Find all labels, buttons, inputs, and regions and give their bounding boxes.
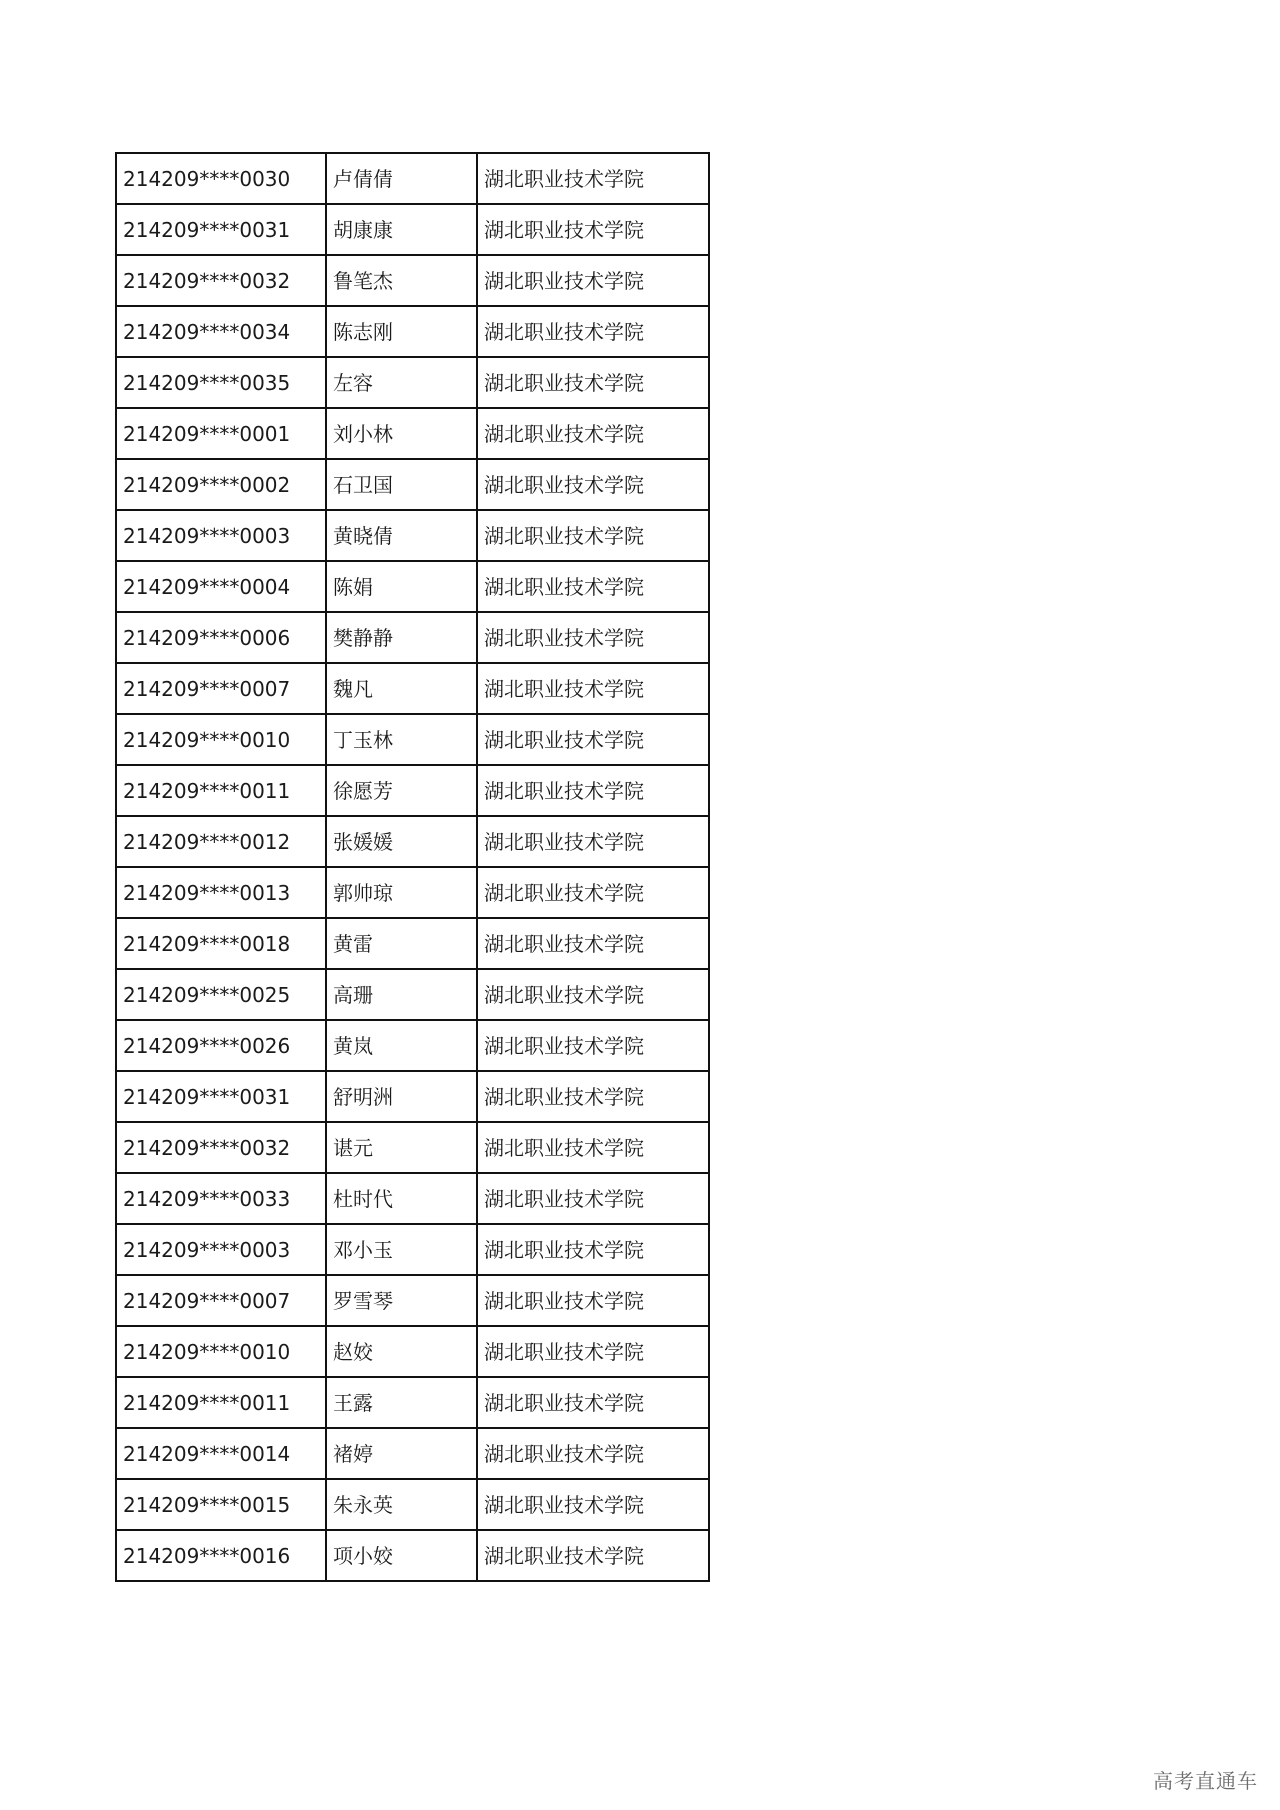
table-row bbox=[116, 408, 709, 459]
exam-number-cell: 214209****0010 bbox=[116, 1326, 326, 1377]
school-name-cell: 湖北职业技术学院 bbox=[477, 1020, 709, 1071]
student-name-cell: 项小姣 bbox=[326, 1530, 477, 1581]
table-row bbox=[116, 1173, 709, 1224]
exam-number-cell: 214209****0011 bbox=[116, 765, 326, 816]
table-row bbox=[116, 1479, 709, 1530]
student-name-cell: 石卫国 bbox=[326, 459, 477, 510]
student-name-cell: 褚婷 bbox=[326, 1428, 477, 1479]
student-name-cell: 谌元 bbox=[326, 1122, 477, 1173]
school-name-cell: 湖北职业技术学院 bbox=[477, 1071, 709, 1122]
school-name-cell: 湖北职业技术学院 bbox=[477, 969, 709, 1020]
exam-number-cell: 214209****0014 bbox=[116, 1428, 326, 1479]
school-name-cell: 湖北职业技术学院 bbox=[477, 1224, 709, 1275]
student-name-cell: 郭帅琼 bbox=[326, 867, 477, 918]
student-name-cell: 邓小玉 bbox=[326, 1224, 477, 1275]
table-row bbox=[116, 663, 709, 714]
student-name-cell: 赵姣 bbox=[326, 1326, 477, 1377]
admission-list-table bbox=[115, 152, 710, 1582]
exam-number-cell: 214209****0031 bbox=[116, 204, 326, 255]
exam-number-cell: 214209****0025 bbox=[116, 969, 326, 1020]
exam-number-cell: 214209****0012 bbox=[116, 816, 326, 867]
student-name-cell: 鲁笔杰 bbox=[326, 255, 477, 306]
school-name-cell: 湖北职业技术学院 bbox=[477, 867, 709, 918]
exam-number-cell: 214209****0018 bbox=[116, 918, 326, 969]
student-name-cell: 樊静静 bbox=[326, 612, 477, 663]
table-row bbox=[116, 1224, 709, 1275]
table-row bbox=[116, 153, 709, 204]
school-name-cell: 湖北职业技术学院 bbox=[477, 153, 709, 204]
table-row bbox=[116, 1326, 709, 1377]
exam-number-cell: 214209****0001 bbox=[116, 408, 326, 459]
exam-number-cell: 214209****0013 bbox=[116, 867, 326, 918]
exam-number-cell: 214209****0032 bbox=[116, 255, 326, 306]
school-name-cell: 湖北职业技术学院 bbox=[477, 357, 709, 408]
exam-number-cell: 214209****0015 bbox=[116, 1479, 326, 1530]
school-name-cell: 湖北职业技术学院 bbox=[477, 306, 709, 357]
student-name-cell: 黄岚 bbox=[326, 1020, 477, 1071]
exam-number-cell: 214209****0010 bbox=[116, 714, 326, 765]
exam-number-cell: 214209****0026 bbox=[116, 1020, 326, 1071]
school-name-cell: 湖北职业技术学院 bbox=[477, 1377, 709, 1428]
student-name-cell: 张媛媛 bbox=[326, 816, 477, 867]
table-row bbox=[116, 1428, 709, 1479]
student-name-cell: 朱永英 bbox=[326, 1479, 477, 1530]
school-name-cell: 湖北职业技术学院 bbox=[477, 204, 709, 255]
exam-number-cell: 214209****0007 bbox=[116, 663, 326, 714]
student-name-cell: 左容 bbox=[326, 357, 477, 408]
school-name-cell: 湖北职业技术学院 bbox=[477, 1326, 709, 1377]
school-name-cell: 湖北职业技术学院 bbox=[477, 663, 709, 714]
exam-number-cell: 214209****0003 bbox=[116, 510, 326, 561]
student-name-cell: 丁玉林 bbox=[326, 714, 477, 765]
table-row bbox=[116, 918, 709, 969]
table-row bbox=[116, 714, 709, 765]
school-name-cell: 湖北职业技术学院 bbox=[477, 408, 709, 459]
student-name-cell: 黄晓倩 bbox=[326, 510, 477, 561]
exam-number-cell: 214209****0016 bbox=[116, 1530, 326, 1581]
school-name-cell: 湖北职业技术学院 bbox=[477, 561, 709, 612]
exam-number-cell: 214209****0011 bbox=[116, 1377, 326, 1428]
table-row bbox=[116, 1020, 709, 1071]
school-name-cell: 湖北职业技术学院 bbox=[477, 1479, 709, 1530]
exam-number-cell: 214209****0035 bbox=[116, 357, 326, 408]
table-row bbox=[116, 612, 709, 663]
student-name-cell: 魏凡 bbox=[326, 663, 477, 714]
school-name-cell: 湖北职业技术学院 bbox=[477, 510, 709, 561]
table-row bbox=[116, 867, 709, 918]
student-name-cell: 陈娟 bbox=[326, 561, 477, 612]
school-name-cell: 湖北职业技术学院 bbox=[477, 1428, 709, 1479]
exam-number-cell: 214209****0034 bbox=[116, 306, 326, 357]
student-name-cell: 罗雪琴 bbox=[326, 1275, 477, 1326]
table-row bbox=[116, 1275, 709, 1326]
table-row bbox=[116, 510, 709, 561]
student-name-cell: 陈志刚 bbox=[326, 306, 477, 357]
school-name-cell: 湖北职业技术学院 bbox=[477, 816, 709, 867]
table-row bbox=[116, 1530, 709, 1581]
school-name-cell: 湖北职业技术学院 bbox=[477, 1530, 709, 1581]
table-row bbox=[116, 765, 709, 816]
school-name-cell: 湖北职业技术学院 bbox=[477, 612, 709, 663]
table-body bbox=[116, 153, 709, 1581]
student-name-cell: 胡康康 bbox=[326, 204, 477, 255]
table-row bbox=[116, 969, 709, 1020]
student-name-cell: 杜时代 bbox=[326, 1173, 477, 1224]
exam-number-cell: 214209****0004 bbox=[116, 561, 326, 612]
student-name-cell: 刘小林 bbox=[326, 408, 477, 459]
school-name-cell: 湖北职业技术学院 bbox=[477, 1275, 709, 1326]
school-name-cell: 湖北职业技术学院 bbox=[477, 459, 709, 510]
exam-number-cell: 214209****0032 bbox=[116, 1122, 326, 1173]
table-row bbox=[116, 1122, 709, 1173]
exam-number-cell: 214209****0033 bbox=[116, 1173, 326, 1224]
school-name-cell: 湖北职业技术学院 bbox=[477, 765, 709, 816]
student-name-cell: 王露 bbox=[326, 1377, 477, 1428]
student-name-cell: 卢倩倩 bbox=[326, 153, 477, 204]
table-row bbox=[116, 459, 709, 510]
exam-number-cell: 214209****0003 bbox=[116, 1224, 326, 1275]
school-name-cell: 湖北职业技术学院 bbox=[477, 255, 709, 306]
table-row bbox=[116, 255, 709, 306]
table-row bbox=[116, 306, 709, 357]
exam-number-cell: 214209****0031 bbox=[116, 1071, 326, 1122]
school-name-cell: 湖北职业技术学院 bbox=[477, 714, 709, 765]
student-name-cell: 徐愿芳 bbox=[326, 765, 477, 816]
student-name-cell: 高珊 bbox=[326, 969, 477, 1020]
table-row bbox=[116, 1071, 709, 1122]
exam-number-cell: 214209****0007 bbox=[116, 1275, 326, 1326]
exam-number-cell: 214209****0002 bbox=[116, 459, 326, 510]
school-name-cell: 湖北职业技术学院 bbox=[477, 918, 709, 969]
table-row bbox=[116, 204, 709, 255]
exam-number-cell: 214209****0030 bbox=[116, 153, 326, 204]
school-name-cell: 湖北职业技术学院 bbox=[477, 1173, 709, 1224]
table-row bbox=[116, 357, 709, 408]
exam-number-cell: 214209****0006 bbox=[116, 612, 326, 663]
student-name-cell: 舒明洲 bbox=[326, 1071, 477, 1122]
student-name-cell: 黄雷 bbox=[326, 918, 477, 969]
watermark: 高考直通车 bbox=[1153, 1769, 1258, 1793]
school-name-cell: 湖北职业技术学院 bbox=[477, 1122, 709, 1173]
table-row bbox=[116, 816, 709, 867]
table-row bbox=[116, 1377, 709, 1428]
table-row bbox=[116, 561, 709, 612]
